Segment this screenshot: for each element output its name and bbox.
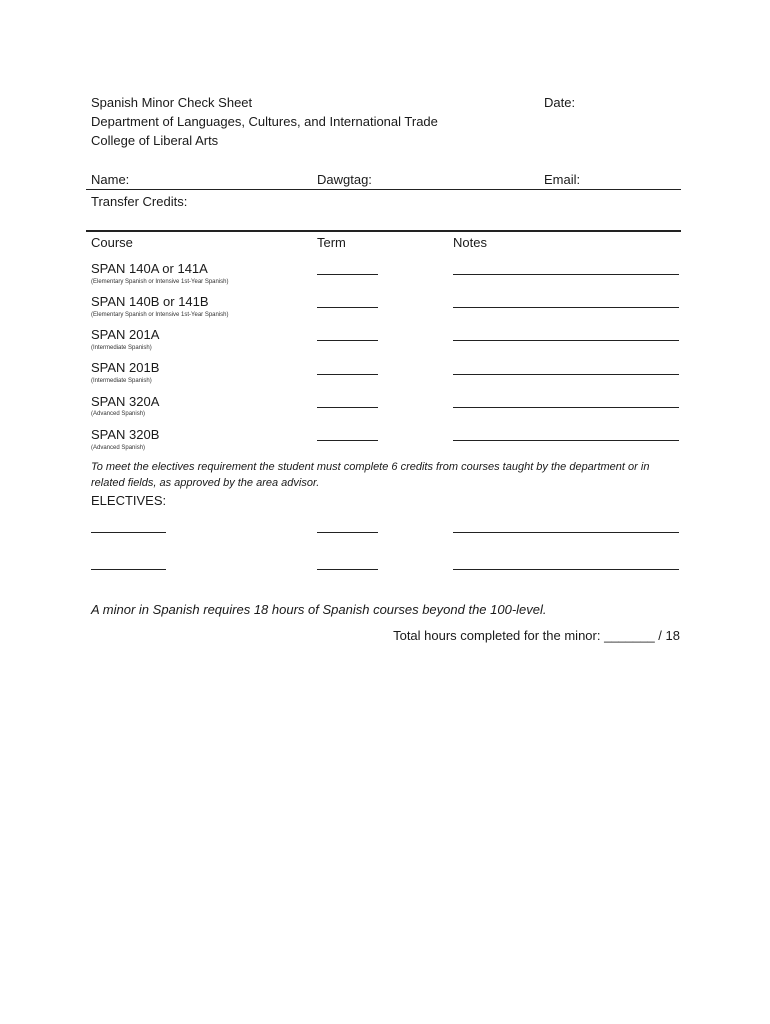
elective-course-blank[interactable] xyxy=(91,532,166,533)
term-blank[interactable] xyxy=(317,307,378,308)
notes-column-header: Notes xyxy=(453,235,487,250)
course-column-header: Course xyxy=(91,235,133,250)
course-description: (Elementary Spanish or Intensive 1st-Year Spanish) xyxy=(91,312,229,318)
course-description: (Intermediate Spanish) xyxy=(91,345,152,351)
notes-blank[interactable] xyxy=(453,407,679,408)
term-blank[interactable] xyxy=(317,407,378,408)
course-code: SPAN 140B or 141B xyxy=(91,294,209,309)
course-code: SPAN 201B xyxy=(91,360,160,375)
electives-note-line-1: To meet the electives requirement the student must complete 6 credits from courses taught by the department or in xyxy=(91,461,650,473)
notes-blank[interactable] xyxy=(453,307,679,308)
college-name: College of Liberal Arts xyxy=(91,133,219,148)
notes-blank[interactable] xyxy=(453,569,679,570)
course-description: (Advanced Spanish) xyxy=(91,445,146,451)
course-code: SPAN 140A or 141A xyxy=(91,261,208,276)
term-blank[interactable] xyxy=(317,532,378,533)
term-blank[interactable] xyxy=(317,274,378,275)
elective-course-blank[interactable] xyxy=(91,569,166,570)
notes-blank[interactable] xyxy=(453,440,679,441)
course-code: SPAN 201A xyxy=(91,327,160,342)
notes-blank[interactable] xyxy=(453,374,679,375)
name-label: Name: xyxy=(91,172,130,187)
term-column-header: Term xyxy=(317,235,346,250)
term-blank[interactable] xyxy=(317,569,378,570)
minor-requirement-note: A minor in Spanish requires 18 hours of Spanish courses beyond the 100-level. xyxy=(91,602,547,617)
info-divider xyxy=(86,189,681,190)
term-blank[interactable] xyxy=(317,374,378,375)
course-description: (Intermediate Spanish) xyxy=(91,378,152,384)
course-code: SPAN 320A xyxy=(91,394,160,409)
electives-note-line-2: related fields, as approved by the area advisor. xyxy=(91,477,320,489)
electives-label: ELECTIVES: xyxy=(91,493,167,508)
term-blank[interactable] xyxy=(317,440,378,441)
term-blank[interactable] xyxy=(317,340,378,341)
department-name: Department of Languages, Cultures, and International Trade xyxy=(91,114,438,129)
total-hours-field: Total hours completed for the minor: _______ / 18 xyxy=(393,628,680,643)
sheet-title: Spanish Minor Check Sheet xyxy=(91,95,253,110)
course-description: (Advanced Spanish) xyxy=(91,411,146,417)
email-label: Email: xyxy=(544,172,581,187)
course-description: (Elementary Spanish or Intensive 1st-Year Spanish) xyxy=(91,279,229,285)
notes-blank[interactable] xyxy=(453,532,679,533)
course-code: SPAN 320B xyxy=(91,427,160,442)
notes-blank[interactable] xyxy=(453,274,679,275)
date-label: Date: xyxy=(544,95,576,110)
notes-blank[interactable] xyxy=(453,340,679,341)
dawgtag-label: Dawgtag: xyxy=(317,172,372,187)
transfer-divider xyxy=(86,230,681,232)
transfer-credits-label: Transfer Credits: xyxy=(91,194,188,209)
